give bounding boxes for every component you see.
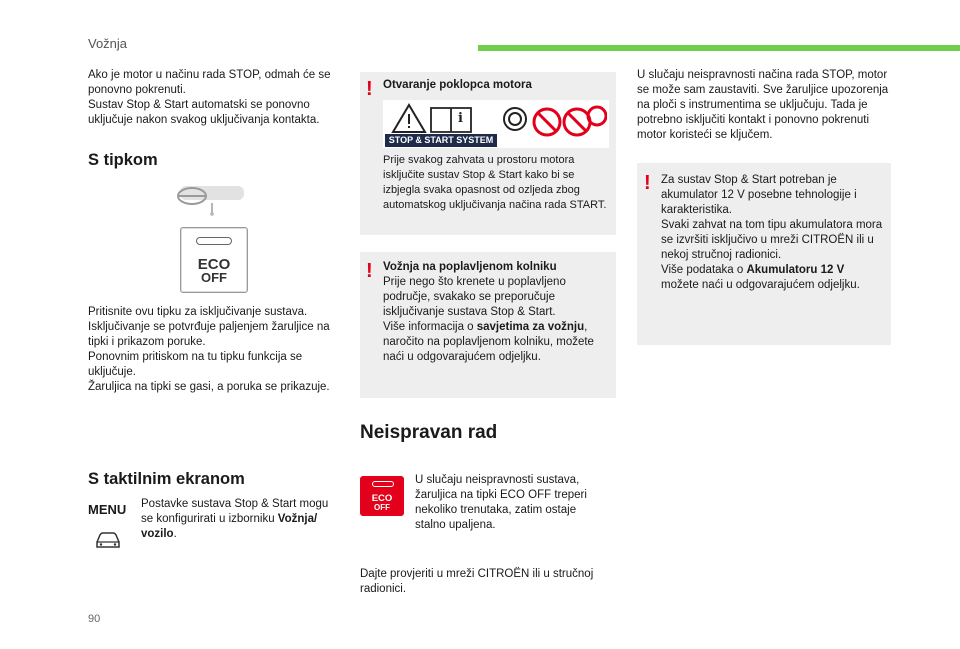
car-icon xyxy=(94,530,122,550)
malfunction-service-text: Dajte provjeriti u mreži CITROËN ili u stručnoj radionici. xyxy=(360,568,594,595)
stop-start-system-label: STOP & START SYSTEM xyxy=(385,134,497,147)
stop-start-warning-label xyxy=(383,100,609,148)
page-number: 90 xyxy=(88,613,101,625)
bonnet-title: Otvaranje poklopca motora xyxy=(383,79,532,91)
heading-with-button: S tipkom xyxy=(88,151,158,169)
touch-screen-text: Postavke sustava Stop & Start mogu se konfigurirati u izborniku Vožnja/ vozilo. xyxy=(141,498,329,540)
off-label: OFF xyxy=(201,270,227,285)
svg-text:i: i xyxy=(458,111,463,126)
warning-mark: ! xyxy=(644,172,651,194)
stop-mode-fault-text: U slučaju neispravnosti načina rada STOP, motor se može sam zaustaviti. Sve žaruljice upozorenja na ploči s instrumentima se uključuju. Tada je potrebno isključiti kontakt i ponovno pokrenuti motor koristeći se ključem. xyxy=(637,69,889,141)
eco-indicator-slot xyxy=(372,481,394,487)
section-accent-bar xyxy=(478,45,960,51)
eco-off-warning-lamp xyxy=(360,476,404,516)
dashboard-location-icon xyxy=(176,183,248,219)
menu-label: MENU xyxy=(88,502,127,517)
flooded-road-text: Prije nego što krenete u poplavljeno područje, svakako se preporučuje isključivanje sustava Stop & Start. Više informacija o savjetima za vožnju, naročito na poplavljenom kolniku, možete naći u odgovarajućem odjeljku. xyxy=(383,276,594,363)
eco-label: ECO xyxy=(197,256,231,273)
battery-text: Za sustav Stop & Start potreban je akumulator 12 V posebne tehnologije i karakteristika. Svaki zahvat na tom tipu akumulatora mora se izvršiti isključivo u mreži CITROËN ili u nekoj stručnoj radionici. Više podataka o Akumulatoru 12 V možete naći u odgovarajućem odjeljku. xyxy=(661,174,883,291)
intro-paragraph: Ako je motor u načinu rada STOP, odmah će se ponovno pokrenuti. Sustav Stop & Start automatski se ponovno uključuje nakon svakog uključivanja kontakta. xyxy=(88,69,331,126)
warning-mark: ! xyxy=(366,78,373,100)
bonnet-text: Prije svakog zahvata u prostoru motora isključite sustav Stop & Start kako bi se izbjegla svaka opasnost od ozljeda zbog automatskog uključivanja načina rada START. xyxy=(383,154,607,211)
heading-malfunction: Neispravan rad xyxy=(360,422,498,443)
off-label: OFF xyxy=(374,503,390,512)
flooded-road-title: Vožnja na poplavljenom kolniku xyxy=(383,261,557,273)
malfunction-text: U slučaju neispravnosti sustava, žaruljica na tipki ECO OFF treperi nekoliko trenutaka, zatim ostaje stalno upaljena. xyxy=(415,474,587,531)
eco-label: ECO xyxy=(371,493,393,504)
eco-indicator-slot xyxy=(196,237,232,245)
warning-mark: ! xyxy=(366,260,373,282)
heading-touch-screen: S taktilnim ekranom xyxy=(88,470,245,488)
section-title: Vožnja xyxy=(88,36,128,51)
button-instructions: Pritisnite ovu tipku za isključivanje sustava. Isključivanje se potvrđuje paljenjem žaruljice na tipki i prikazom poruke. Ponovnim pritiskom na tu tipku funkcija se uključuje. Žaruljica na tipki se gasi, a poruka se prikazuje. xyxy=(88,306,330,393)
eco-off-button xyxy=(180,227,248,293)
